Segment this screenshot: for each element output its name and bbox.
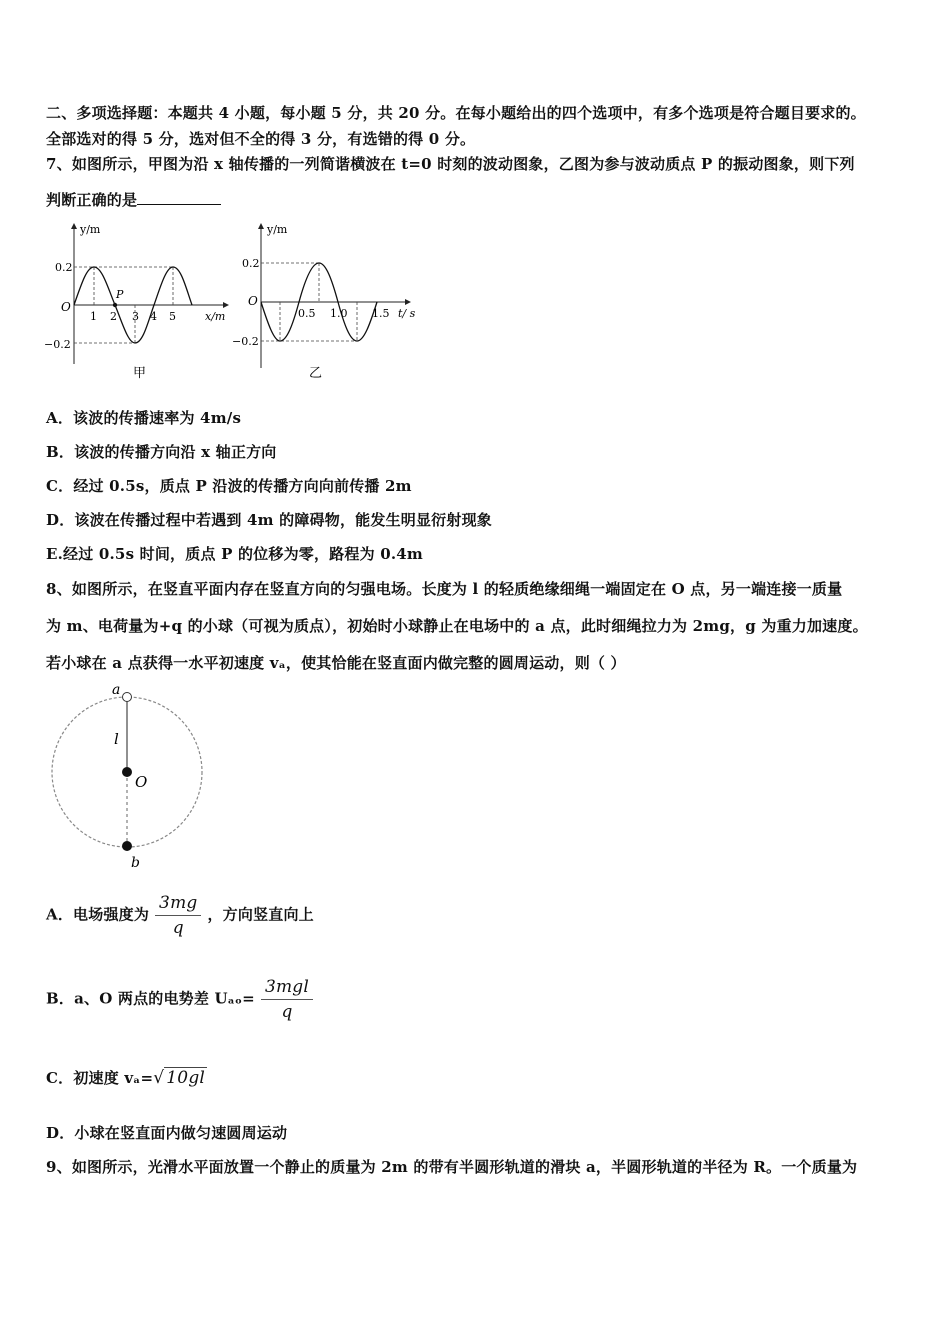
answer-blank <box>137 190 221 205</box>
jia-xtick: 2 <box>110 310 117 323</box>
sqrt-radicand: 10gl <box>166 1068 206 1088</box>
yi-xtick: 1.5 <box>372 307 390 320</box>
yi-xtick: 0.5 <box>298 307 316 320</box>
yi-origin: O <box>248 294 258 308</box>
q8-option-b <box>46 977 319 1022</box>
q8-option-b-prefix: B．a、O 两点的电势差 Uₐₒ= <box>46 989 255 1008</box>
center-o <box>122 767 132 777</box>
jia-point-p: P <box>116 288 124 301</box>
jia-origin: O <box>61 300 71 314</box>
q8-stem-line2: 为 m、电荷量为+q 的小球（可视为质点），初始时小球静止在电场中的 a 点，此时细绳拉力为 2mg，g 为重力加速度。 <box>46 617 868 635</box>
label-o: O <box>135 773 148 791</box>
fraction-denominator: q <box>172 918 184 938</box>
q8-option-d: D．小球在竖直面内做匀速圆周运动 <box>46 1124 288 1142</box>
label-b: b <box>131 855 140 870</box>
yi-ylabel: y/m <box>267 223 288 236</box>
yi-ytick-bottom: −0.2 <box>232 335 259 348</box>
yi-xtick: 1.0 <box>330 307 348 320</box>
jia-xtick: 3 <box>132 310 139 323</box>
jia-xtick: 5 <box>169 310 176 323</box>
point-p-dot <box>113 303 117 307</box>
q7-option-a: A．该波的传播速率为 4m/s <box>46 409 242 427</box>
q8-option-a-prefix: A．电场强度为 <box>46 905 150 924</box>
q9-stem-line1: 9、如图所示，光滑水平面放置一个静止的质量为 2m 的带有半圆形轨道的滑块 a，半圆形轨道的半径为 R。一个质量为 <box>46 1158 858 1176</box>
fraction-denominator: q <box>281 1002 293 1022</box>
q7-stem-text: 判断正确的是 <box>46 191 138 209</box>
fraction-numerator: 3mg <box>155 893 201 916</box>
q8-stem-line3: 若小球在 a 点获得一水平初速度 vₐ，使其恰能在竖直面内做完整的圆周运动，则（ ） <box>46 654 626 672</box>
ball-a <box>123 693 132 702</box>
q7-option-d: D．该波在传播过程中若遇到 4m 的障碍物，能发生明显衍射现象 <box>46 511 492 529</box>
label-a: a <box>112 682 121 698</box>
q8-option-c <box>46 1067 207 1088</box>
jia-ytick-bottom: −0.2 <box>44 338 71 351</box>
q7-option-e: E.经过 0.5s 时间，质点 P 的位移为零，路程为 0.4m <box>46 545 423 563</box>
section-heading-line2: 全部选对的得 5 分，选对但不全的得 3 分，有选错的得 0 分。 <box>46 130 476 148</box>
yi-caption: 乙 <box>309 366 323 381</box>
wave-graph-jia <box>40 220 240 382</box>
label-l: l <box>114 730 119 748</box>
jia-xtick: 1 <box>90 310 97 323</box>
q7-stem-line2 <box>46 189 221 210</box>
jia-ytick-top: 0.2 <box>55 261 73 274</box>
fraction-3mgl-over-q <box>261 977 313 1022</box>
fraction-numerator: 3mgl <box>261 977 313 1000</box>
jia-xtick: 4 <box>150 310 157 323</box>
yi-ytick-top: 0.2 <box>242 257 260 270</box>
vibration-graph-yi <box>230 220 430 382</box>
fraction-3mg-over-q <box>155 893 201 938</box>
q8-stem-line1: 8、如图所示，在竖直平面内存在竖直方向的匀强电场。长度为 l 的轻质绝缘细绳一端固定在 O 点，另一端连接一质量 <box>46 580 843 598</box>
q7-option-c: C．经过 0.5s，质点 P 沿波的传播方向向前传播 2m <box>46 477 412 495</box>
q7-option-b: B．该波的传播方向沿 x 轴正方向 <box>46 443 277 461</box>
q8-option-a-suffix: ，方向竖直向上 <box>207 905 314 924</box>
jia-ylabel: y/m <box>80 223 101 236</box>
section-heading-line1: 二、多项选择题：本题共 4 小题，每小题 5 分，共 20 分。在每小题给出的四个选项中，有多个选项是符合题目要求的。 <box>46 104 866 122</box>
point-b <box>122 841 132 851</box>
jia-xlabel: x/m <box>205 310 226 323</box>
jia-caption: 甲 <box>133 366 147 381</box>
yi-xlabel: t/ s <box>398 307 416 320</box>
q7-stem-line1: 7、如图所示，甲图为沿 x 轴传播的一列简谐横波在 t=0 时刻的波动图象，乙图为参与波动质点 P 的振动图象，则下列 <box>46 155 855 173</box>
circle-motion-figure <box>44 680 214 870</box>
sqrt-expression: √ 10gl <box>153 1068 206 1088</box>
q8-option-a <box>46 893 314 938</box>
q8-option-c-prefix: C．初速度 vₐ= <box>46 1069 154 1087</box>
